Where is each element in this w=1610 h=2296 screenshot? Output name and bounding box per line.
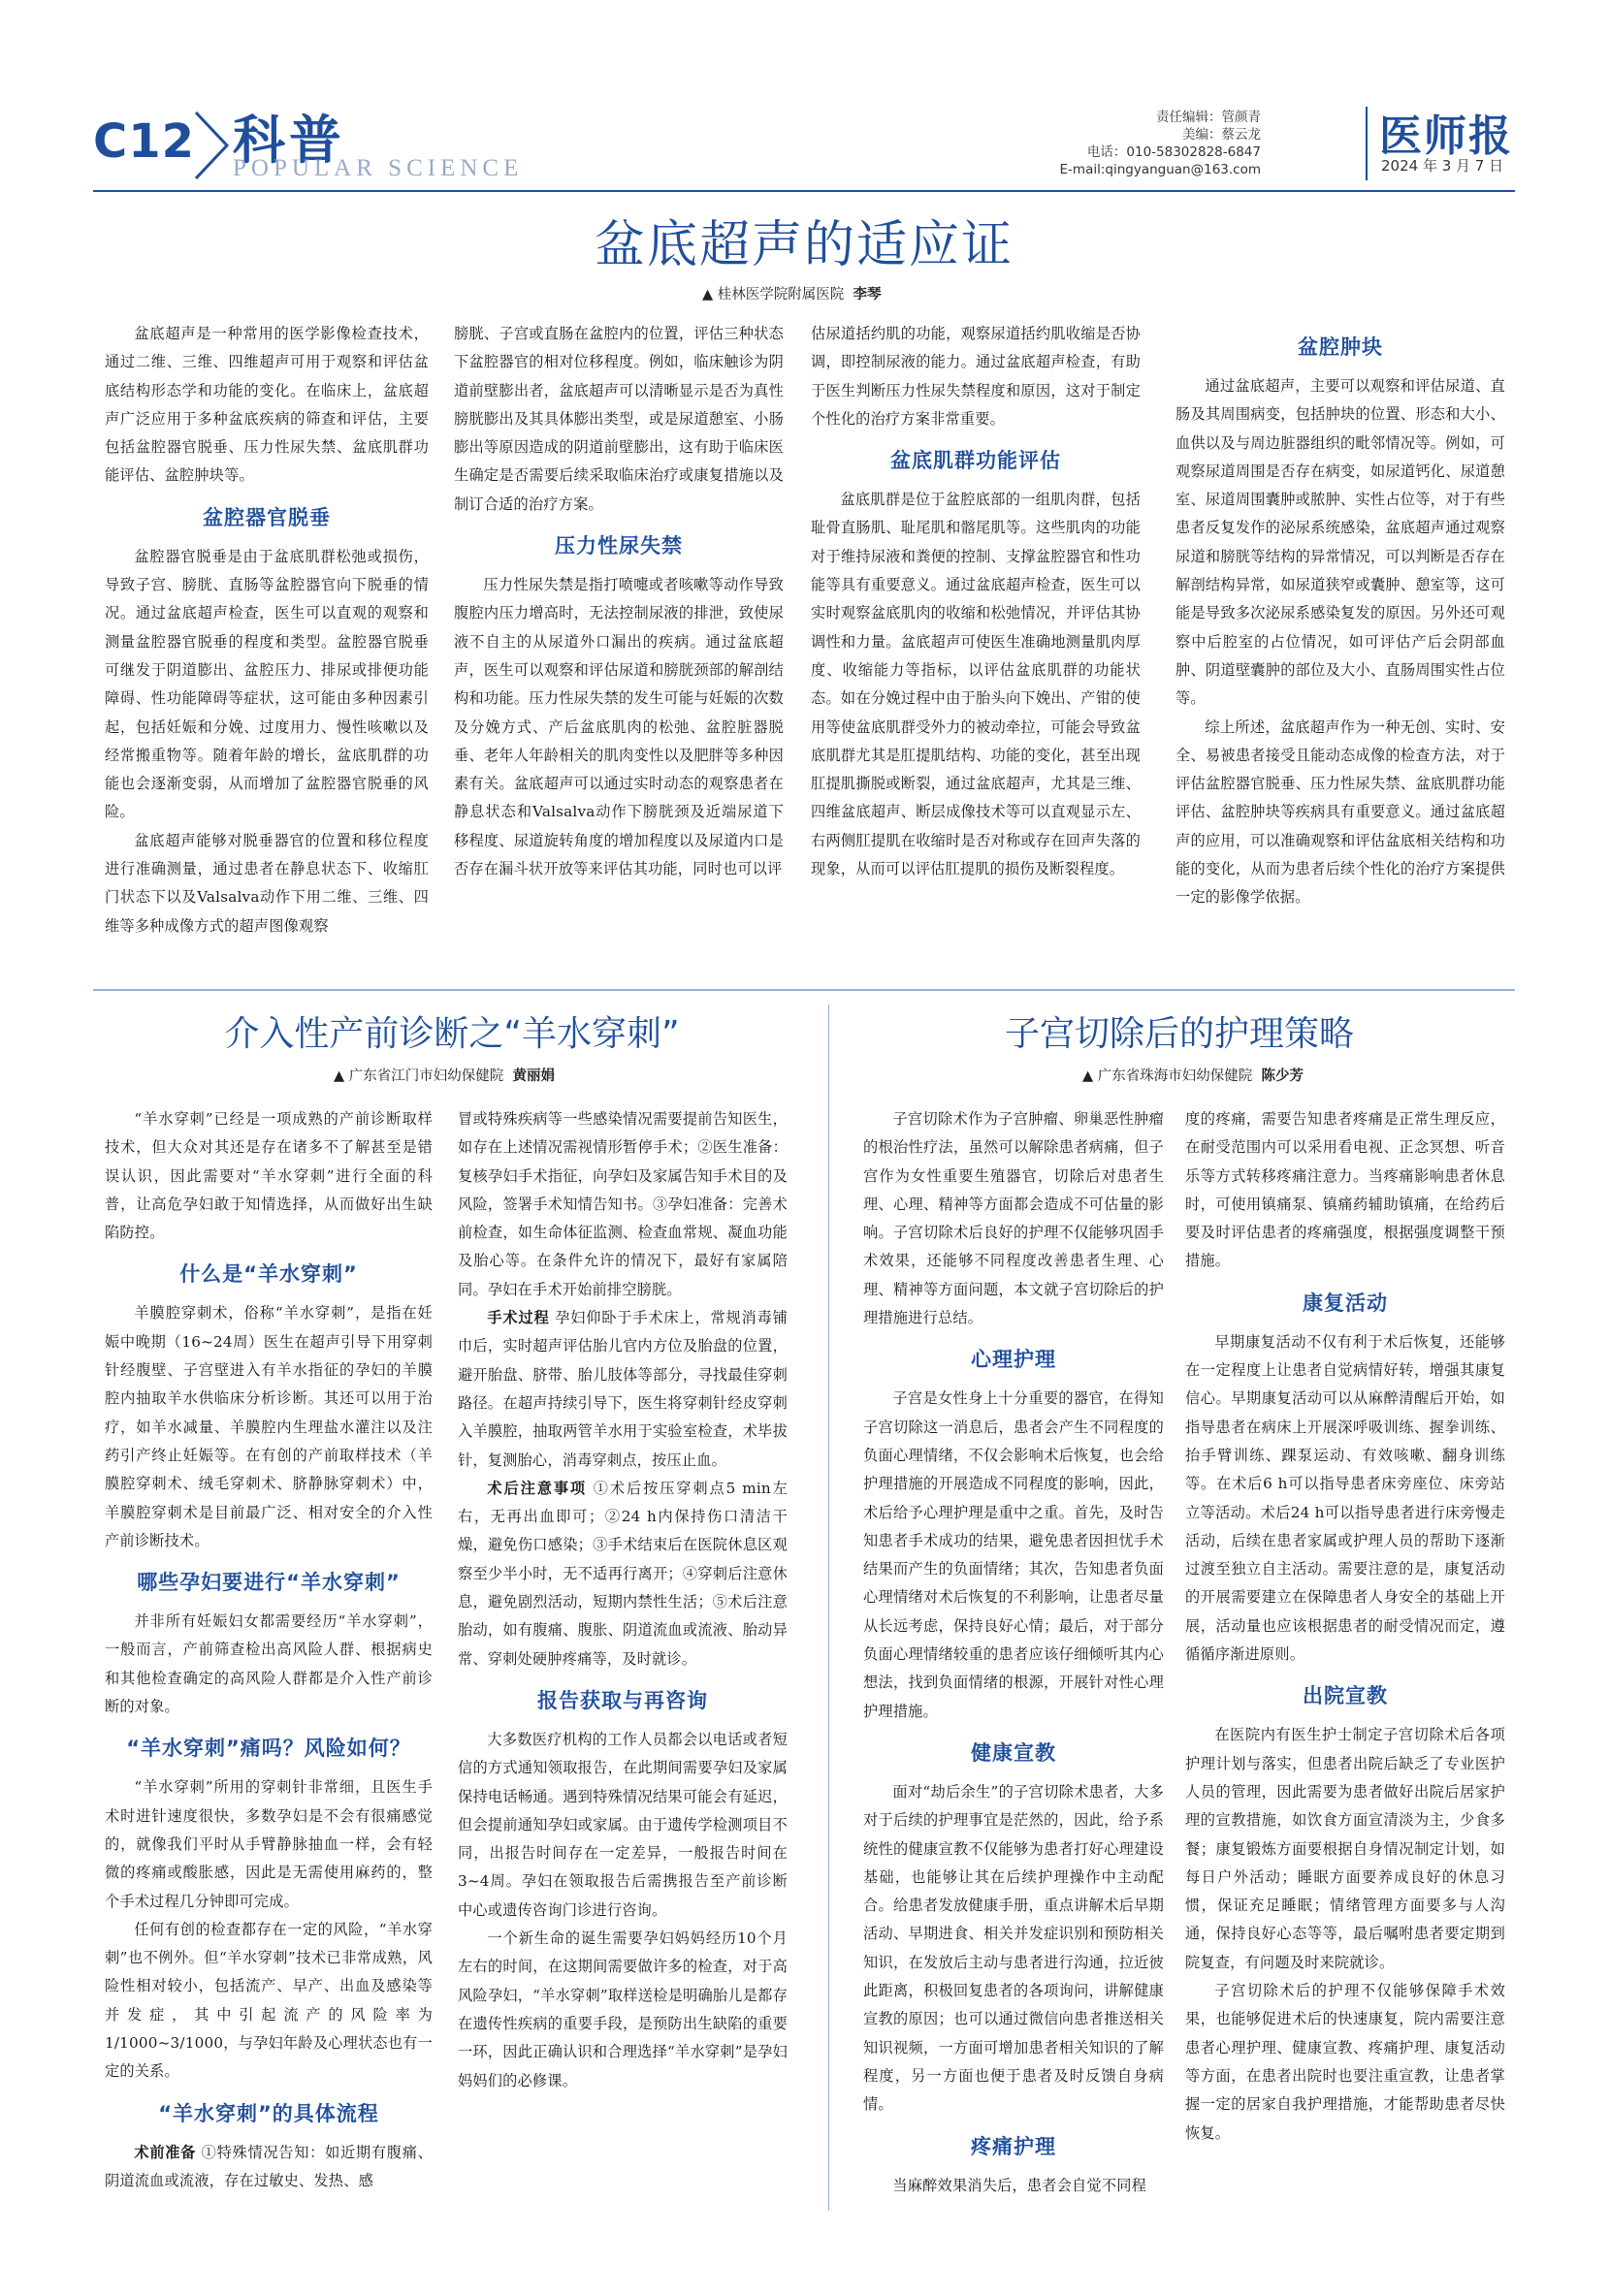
article-byline [1082, 1065, 1304, 1085]
paragraph: 早期康复活动不仅有利于术后恢复，还能够在一定程度上让患者自觉病情好转，增强其康复信心。早期康复活动可以从麻醉清醒后开始，如指导患者在病床上开展深呼吸训练、握拳训练、抬手臂训练、踝泵运动、有效咳嗽、翻身训练等。在术后6 h可以指导患者床旁座位、床旁站立等活动。术后24 h可以指导患者进行床旁慢走活动，后续在患者家属或护理人员的帮助下逐渐过渡至独立自主活动。需要注意的是，康复活动的开展需要建立在保障患者人身安全的基础上开展，活动量也应该根据患者的耐受情况而定，遵循循序渐进原则。 [1185, 1332, 1505, 1664]
article-title-pelvic-ultrasound: 盆底超声的适应证 [594, 216, 1014, 274]
paragraph: 大多数医疗机构的工作人员都会以电话或者短信的方式通知领取报告，在此期间需要孕妇及家属保持电话畅通。遇到特殊情况结果可能会有延迟，但会提前通知孕妇或家属。由于遗传学检测项目不同，出报告时间存在一定差异，一般报告时间在3~4周。孕妇在领取报告后需携报告至产前诊断中心或遗传咨询门诊进行咨询。 [458, 1730, 788, 1919]
credit-phone: 电话：010-58302828-6847 [1086, 144, 1261, 160]
paragraph: “羊水穿刺”所用的穿刺针非常细，且医生手术时进针速度很快，多数孕妇是不会有很痛感觉的，就像我们平时从手臂静脉抽血一样，会有轻微的疼痛或酸胀感，因此是无需使用麻药的，整个手术过程几分钟即可完成。 [105, 1778, 433, 1910]
paragraph: 盆腔器官脱垂是由于盆底肌群松弛或损伤，导致子宫、膀胱、直肠等盆腔器官向下脱垂的情况。通过盆底超声检查，医生可以直观的观察和测量盆腔器官脱垂的程度和类型。盆腔器官脱垂可继发于阴道膨出、盆腔压力、排尿或排便功能障碍、性功能障碍等症状，这可能由多种因素引起，包括妊娠和分娩、过度用力、慢性咳嗽以及经常搬重物等。随着年龄的增长，盆底肌群的功能也会逐渐变弱，从而增加了盆腔器官脱垂的风险。 [105, 547, 429, 821]
column-divider [828, 1004, 829, 2211]
paragraph: 在医院内有医生护士制定子宫切除术后各项护理计划与落实，但患者出院后缺乏了专业医护人员的管理，因此需要为患者做好出院后居家护理的宣教措施，如饮食方面宣清淡为主，少食多餐；康复锻炼方面要根据自身情况制定计划，如每日户外活动；睡眠方面要养成良好的休息习惯，保证充足睡眠；情绪管理方面要多与人沟通，保持良好心态等等，最后嘱咐患者要定期到院复查，有问题及时来院就诊。 [1185, 1726, 1505, 1971]
header-divider [1366, 107, 1368, 180]
subheading: 哪些孕妇要进行“羊水穿刺” [137, 1571, 401, 1595]
subheading: 压力性尿失禁 [555, 534, 683, 558]
credit-editor: 责任编辑：管颜青 [1156, 110, 1261, 125]
subheading: 盆腔肿块 [1298, 335, 1383, 359]
article-title-hysterectomy-care: 子宫切除后的护理策略 [1004, 1014, 1354, 1054]
article1-column-2 [454, 320, 784, 979]
paragraph [458, 1304, 788, 1475]
paragraph-text: ①特殊情况告知：如近期有腹痛、阴道流血或流液，存在过敏史、发热、感 [105, 2143, 433, 2189]
paragraph: 子宫切除术作为子宫肿瘤、卵巢恶性肿瘤的根治性疗法，虽然可以解除患者病痛，但子宫作为女性重要生殖器官，切除后对患者生理、心理、精神等方面都会造成不可估量的影响。子宫切除术后良好的护理不仅能够巩固手术效果，还能够不同程度改善患者生理、心理、精神等方面问题，本文就子宫切除后的护理措施进行总结。 [863, 1110, 1164, 1327]
article2-column-2 [458, 1105, 788, 2211]
credit-email: E-mail:qingyanguan@163.com [1059, 162, 1261, 177]
paragraph: 面对“劫后余生”的子宫切除术患者，大多对于后续的护理事宜是茫然的，因此，给予系统性的健康宣教不仅能够为患者打好心理建设基础，也能够让其在后续护理操作中主动配合。给患者发放健康手册，重点讲解术后早期活动、早期进食、相关并发症识别和预防相关知识，在发放后主动与患者进行沟通，拉近彼此距离，积极回复患者的各项询问，讲解健康宣教的原因；也可以通过微信向患者推送相关知识视频，一方面可增加患者相关知识的了解程度，另一方面也便于患者及时反馈自身病情。 [863, 1782, 1164, 2114]
paragraph: 通过盆底超声，主要可以观察和评估尿道、直肠及其周围病变，包括肿块的位置、形态和大小、血供以及与周边脏器组织的毗邻情况等。例如，可观察尿道周围是否存在病变，如尿道钙化、尿道憩室、尿道周围囊肿或脓肿、实性占位等，对于有些患者反复发作的泌尿系统感染，盆底超声通过观察尿道和膀胱等结构的异常情况，可以判断是否存在解剖结构异常，如尿道狭窄或囊肿、憩室等，这可能是导致多次泌尿系感染复发的原因。另外还可观察中后腔室的占位情况，如可评估产后会阴部血肿、阴道壁囊肿的部位及大小、直肠周围实性占位等。 [1175, 377, 1505, 708]
article3-column-2 [1185, 1105, 1505, 2211]
section-rule [93, 989, 1515, 991]
newspaper-logo: 医师报 [1379, 112, 1513, 161]
article-title-amniocentesis: 介入性产前诊断之“羊水穿刺” [224, 1014, 680, 1054]
subheading: 报告获取与再咨询 [537, 1688, 708, 1712]
paragraph: 综上所述，盆底超声作为一种无创、实时、安全、易被患者接受且能动态成像的检查方法，对于评估盆腔器官脱垂、压力性尿失禁、盆底肌群功能评估、盆腔肿块等疾病具有重要意义。通过盆底超声的应用，可以准确观察和评估盆底相关结构和功能的变化，从而为患者后续个性化的治疗方案提供一定的影像学依据。 [1175, 718, 1505, 907]
paragraph [105, 2139, 433, 2196]
paragraph [458, 1475, 788, 1674]
page-number: C12 [93, 114, 196, 169]
paragraph: 度的疼痛，需要告知患者疼痛是正常生理反应，在耐受范围内可以采用看电视、正念冥想、听音乐等方式转移疼痛注意力。当疼痛影响患者休息时，可使用镇痛泵、镇痛药辅助镇痛，在给药后要及时评估患者的疼痛强度，根据强度调整干预措施。 [1185, 1110, 1505, 1270]
paragraph: 当麻醉效果消失后，患者会自觉不同程 [892, 2176, 1146, 2194]
byline-author: 黄丽娟 [512, 1068, 555, 1084]
article2-column-1 [105, 1105, 433, 2211]
subheading: 盆底肌群功能评估 [890, 449, 1061, 473]
chevron-right-icon [190, 109, 233, 182]
subheading: 出院宣教 [1303, 1684, 1388, 1708]
paragraph: 冒或特殊疾病等一些感染情况需要提前告知医生，如存在上述情况需视情形暂停手术；②医生准备：复核孕妇手术指征，向孕妇及家属告知手术目的及风险，签署手术知情告知书。③孕妇准备：完善术前检查，如生命体征监测、检查血常规、凝血功能及胎心等。在条件允许的情况下，最好有家属陪同。孕妇在手术开始前排空膀胱。 [458, 1110, 788, 1298]
article1-column-3 [811, 320, 1141, 979]
paragraph: 盆底肌群是位于盆腔底部的一组肌肉群，包括耻骨直肠肌、耻尾肌和髂尾肌等。这些肌肉的功能对于维持尿液和粪便的控制、支撑盆腔器官和性功能等具有重要意义。通过盆底超声检查，医生可以实时观察盆底肌肉的收缩和松弛情况，并评估其协调性和力量。盆底超声可使医生准确地测量肌肉厚度、收缩能力等指标，以评估盆底肌群的功能状态。如在分娩过程中由于胎头向下娩出、产钳的使用等使盆底肌群受外力的被动牵拉，可能会导致盆底肌群尤其是肛提肌结构、功能的变化，甚至出现肛提肌撕脱或断裂，通过盆底超声，尤其是三维、四维盆底超声、断层成像技术等可以直观显示左、右两侧肛提肌在收缩时是否对称或存在回声失落的现象，从而可以评估肛提肌的损伤及断裂程度。 [811, 491, 1141, 878]
article1-column-1 [105, 320, 429, 979]
paragraph-text: ①术后按压穿刺点5 min左右，无再出血即可；②24 h内保持伤口清洁干燥，避免伤口感染；③手术结束后在医院休息区观察至少半小时，无不适再行离开；④穿刺后注意休息，避免剧烈活动，短期内禁性生活；⑤术后注意胎动，如有腹痛、腹胀、阴道流血或流液、胎动异常、穿刺处硬肿疼痛等，及时就诊。 [458, 1479, 788, 1668]
paragraph: 子宫切除术后的护理不仅能够保障手术效果，也能够促进术后的快速康复，院内需要注意患者心理护理、健康宣教、疼痛护理、康复活动等方面，在患者出院时也要注重宣教，让患者掌握一定的居家自我护理措施，才能帮助患者尽快恢复。 [1185, 1982, 1505, 2142]
byline-author: 陈少芳 [1261, 1068, 1304, 1084]
paragraph-text: 孕妇仰卧于手术床上，常规消毒铺巾后，实时超声评估胎儿官内方位及胎盘的位置，避开胎盘、脐带、胎儿肢体等部分，寻找最佳穿刺路径。在超声持续引导下，医生将穿刺针经皮穿刺入羊膜腔，抽取两管羊水用于实验室检查，术毕拔针，复测胎心，消毒穿刺点，按压止血。 [458, 1309, 788, 1469]
lead-term: 术后注意事项 [487, 1479, 588, 1497]
paragraph: “羊水穿刺”已经是一项成熟的产前诊断取样技术，但大众对其还是存在诸多不了解甚至是错误认识，因此需要对“羊水穿刺”进行全面的科普，让高危孕妇敢于知情选择，从而做好出生缺陷防控。 [105, 1110, 433, 1242]
subheading: 康复活动 [1303, 1291, 1388, 1315]
section-subtitle: POPULAR SCIENCE [233, 155, 524, 181]
header-rule [93, 190, 1515, 192]
subheading: 疼痛护理 [971, 2134, 1056, 2158]
paragraph: 并非所有妊娠妇女都需要经历“羊水穿刺”，一般而言，产前筛查检出高风险人群、根据病史和其他检查确定的高风险人群都是介入性产前诊断的对象。 [105, 1612, 433, 1716]
subheading: 心理护理 [971, 1348, 1056, 1372]
paragraph: 估尿道括约肌的功能，观察尿道括约肌收缩是否协调，即控制尿液的能力。通过盆底超声检查，有助于医生判断压力性尿失禁程度和原因，这对于制定个性化的治疗方案非常重要。 [811, 325, 1141, 428]
subheading: 盆腔器官脱垂 [203, 505, 331, 529]
paragraph: 羊膜腔穿刺术，俗称“羊水穿刺”，是指在妊娠中晚期（16~24周）医生在超声引导下用穿刺针经腹壁、子宫壁进入有羊水指征的孕妇的羊膜腔内抽取羊水供临床分析诊断。其还可以用于治疗，如羊水减量、羊膜腔内生理盐水灌注以及注药引产终止妊娠等。在有创的产前取样技术（羊膜腔穿刺术、绒毛穿刺术、脐静脉穿刺术）中，羊膜腔穿刺术是目前最广泛、相对安全的介入性产前诊断技术。 [105, 1304, 433, 1549]
paragraph: 膀胱、子宫或直肠在盆腔内的位置，评估三种状态下盆腔器官的相对位移程度。例如，临床触诊为阴道前壁膨出者，盆底超声可以清晰显示是否为真性膀胱膨出及其具体膨出类型，或是尿道憩室、小肠膨出等原因造成的阴道前壁膨出，这有助于临床医生确定是否需要后续采取临床治疗或康复措施以及制订合适的治疗方案。 [454, 325, 784, 513]
paragraph: 盆底超声能够对脱垂器官的位置和移位程度进行准确测量，通过患者在静息状态下、收缩肛门状态下以及Valsalva动作下用二维、三维、四维等多种成像方式的超声图像观察 [105, 831, 429, 935]
issue-date: 2024 年 3 月 7 日 [1381, 157, 1504, 175]
lead-term: 手术过程 [487, 1309, 550, 1327]
paragraph: 压力性尿失禁是指打喷嚏或者咳嗽等动作导致腹腔内压力增高时，无法控制尿液的排泄，致使尿液不自主的从尿道外口漏出的疾病。通过盆底超声，医生可以观察和评估尿道和膀胱颈部的解剖结构和功能。压力性尿失禁的发生可能与妊娠的次数及分娩方式、产后盆底肌肉的松弛、盆腔脏器脱垂、老年人年龄相关的肌肉变性以及肥胖等多种因素有关。盆底超声可以通过实时动态的观察患者在静息状态和Valsalva动作下膀胱颈及近端尿道下移程度、尿道旋转角度的增加程度以及尿道内口是否存在漏斗状开放等来评估其功能，同时也可以评 [454, 576, 784, 878]
credit-designer: 美编：蔡云龙 [1182, 127, 1261, 143]
subheading: 什么是“羊水穿刺” [179, 1262, 358, 1287]
byline-org: ▲ 广东省珠海市妇幼保健院 [1082, 1068, 1253, 1084]
article-byline [334, 1065, 555, 1085]
byline-org: ▲ 广东省江门市妇幼保健院 [334, 1068, 504, 1084]
article-byline [702, 283, 881, 303]
lead-term: 术前准备 [134, 2143, 197, 2161]
paragraph: 盆底超声是一种常用的医学影像检查技术，通过二维、三维、四维超声可用于观察和评估盆底结构形态学和功能的变化。在临床上，盆底超声广泛应用于多种盆底疾病的筛查和评估，主要包括盆腔器官脱垂、压力性尿失禁、盆底肌群功能评估、盆腔肿块等。 [105, 325, 429, 485]
paragraph: 子宫是女性身上十分重要的器官，在得知子宫切除这一消息后，患者会产生不同程度的负面心理情绪，不仅会影响术后恢复，也会给护理措施的开展造成不同程度的影响，因此，术后给予心理护理是重中之重。首先，及时告知患者手术成功的结果，避免患者因担忧手术结果而产生的负面情绪；其次，告知患者负面心理情绪对术后恢复的不利影响，让患者尽量从长远考虑，保持良好心情；最后，对于部分负面心理情绪较重的患者应该仔细倾听其内心想法，找到负面情绪的根源，开展针对性心理护理措施。 [863, 1389, 1164, 1720]
byline-author: 李琴 [853, 287, 882, 303]
paragraph: 一个新生命的诞生需要孕妇妈妈经历10个月左右的时间，在这期间需要做许多的检查，对于高风险孕妇，“羊水穿刺”取样送检是明确胎儿是都存在遗传性疾病的重要手段，是预防出生缺陷的重要一环，因此正确认识和合理选择“羊水穿刺”是孕妇妈妈们的必修课。 [458, 1929, 788, 2089]
byline-org: ▲ 桂林医学院附属医院 [702, 287, 845, 303]
subheading: 健康宣教 [971, 1740, 1056, 1765]
editor-credits [970, 109, 1261, 178]
subheading: “羊水穿刺”的具体流程 [158, 2101, 379, 2125]
section-title: 科普 [233, 110, 345, 171]
article1-column-4 [1175, 320, 1505, 979]
article3-column-1 [863, 1105, 1164, 2211]
paragraph: 任何有创的检查都存在一定的风险，“羊水穿刺”也不例外。但“羊水穿刺”技术已非常成熟，风险性相对较小，包括流产、早产、出血及感染等并发症，其中引起流产的风险率为1/1000~3/1000，与孕妇年龄及心理状态也有一定的关系。 [105, 1920, 433, 2081]
subheading: “羊水穿刺”痛吗？风险如何？ [126, 1737, 411, 1761]
